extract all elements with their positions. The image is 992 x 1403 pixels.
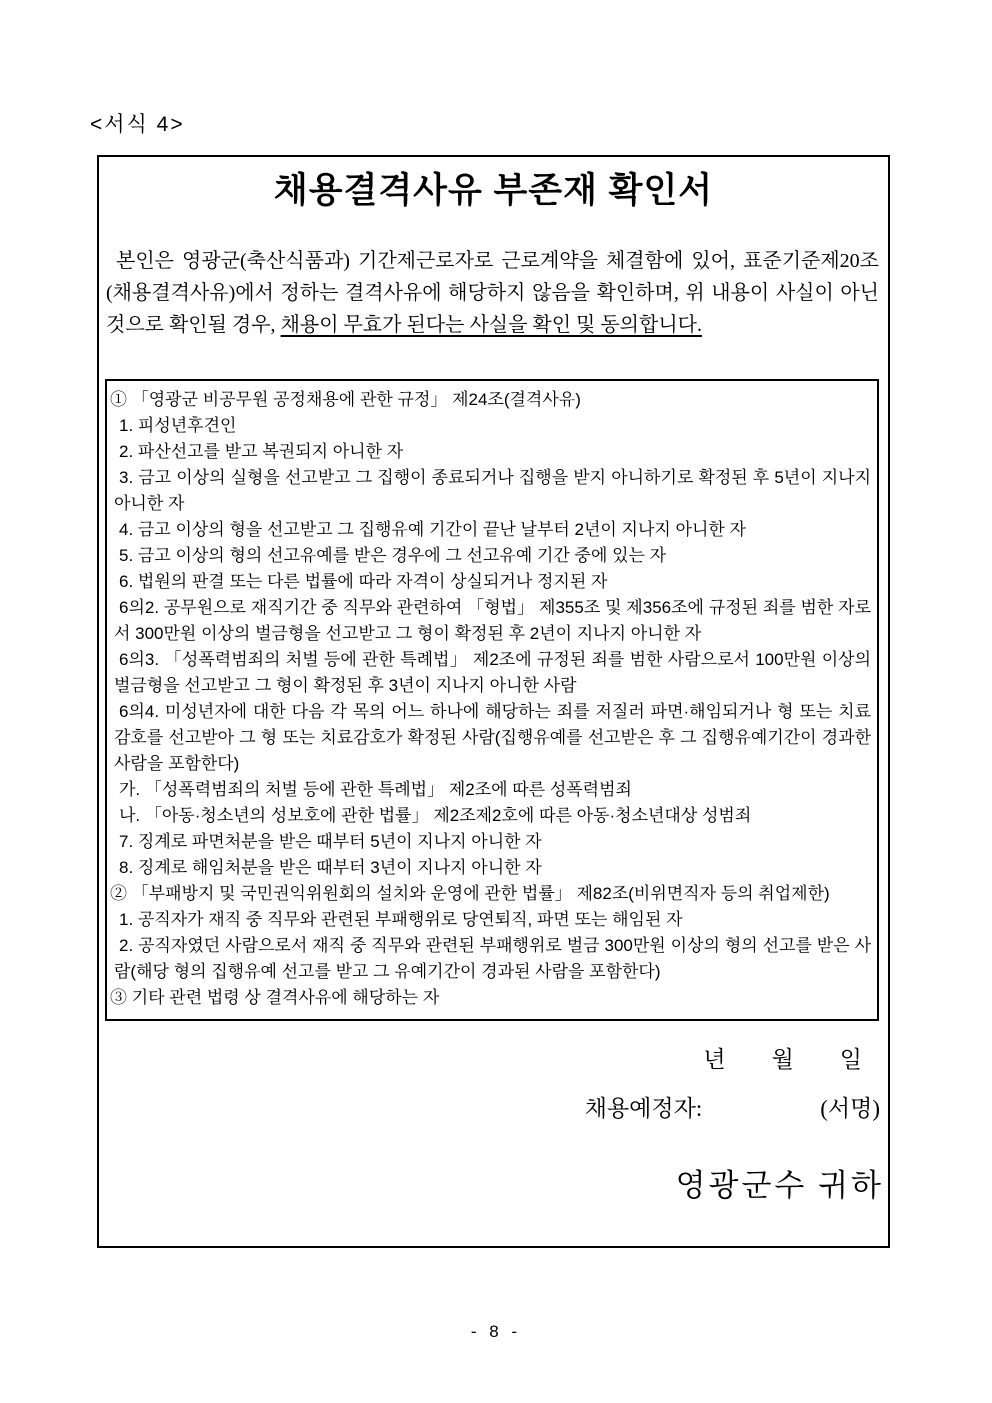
list-item: 나. 「아동·청소년의 성보호에 관한 법률」 제2조제2호에 따른 아동·청소년대상 성범죄: [119, 806, 752, 825]
date-line: [99, 1045, 888, 1075]
list-item: 3. 금고 이상의 실형을 선고받고 그 집행이 종료되거나 집행을 받지 아니하기로 확정된 후 5년이 지나지 아니한 자: [114, 468, 871, 513]
statement-underlined-text: 채용이 무효가 된다는 사실을 확인 및 동의합니다.: [280, 314, 702, 336]
list-item: 가. 「성폭력범죄의 처벌 등에 관한 특례법」 제2조에 따른 성폭력범죄: [119, 780, 632, 799]
list-item: ③ 기타 관련 법령 상 결격사유에 해당하는 자: [110, 988, 440, 1007]
disqualification-box: [105, 379, 879, 1021]
list-item: 5. 금고 이상의 형의 선고유예를 받은 경우에 그 선고유예 기간 중에 있는 자: [119, 546, 667, 565]
list-item: 2. 파산선고를 받고 복권되지 아니한 자: [119, 442, 404, 461]
disqualification-list: [110, 387, 871, 1011]
list-item: 1. 공직자가 재직 중 직무와 관련된 부패행위로 당연퇴직, 파면 또는 해임된 자: [119, 910, 683, 929]
list-item: 8. 징계로 해임처분을 받은 때부터 3년이 지나지 아니한 자: [119, 858, 542, 877]
list-item: 7. 징계로 파면처분을 받은 때부터 5년이 지나지 아니한 자: [119, 832, 542, 851]
confirmation-form-box: [97, 155, 890, 1248]
signer-label: 채용예정자:: [584, 1096, 703, 1121]
year-label: 년: [703, 1047, 726, 1072]
list-item: 4. 금고 이상의 형을 선고받고 그 집행유예 기간이 끝난 날부터 2년이 지나지 아니한 자: [119, 520, 746, 539]
list-item: 6의4. 미성년자에 대한 다음 각 목의 어느 하나에 해당하는 죄를 저질러 파면·해임되거나 형 또는 치료감호를 선고받아 그 형 또는 치료감호가 확정된 사람(집행유예를 선고받은 후 그 집행유예기간이 경과한 사람을 포함한다): [114, 702, 871, 773]
form-number-label: <서식 4>: [90, 113, 185, 136]
list-item: 2. 공직자였던 사람으로서 재직 중 직무와 관련된 부패행위로 벌금 300만원 이상의 형의 선고를 받은 사람(해당 형의 집행유예 선고를 받고 그 유예기간이 경과된 사람을 포함한다): [114, 936, 871, 981]
recipient-line: 영광군수 귀하: [675, 1168, 884, 1203]
list-item: ① 「영광군 비공무원 공정채용에 관한 규정」 제24조(결격사유): [110, 390, 581, 409]
month-label: 월: [771, 1047, 794, 1072]
day-label: 일: [839, 1047, 862, 1072]
document-title: 채용결격사유 부존재 확인서: [273, 171, 714, 210]
page-number: - 8 -: [470, 1322, 522, 1341]
statement-paragraph: [106, 245, 879, 341]
signature-hint: (서명): [820, 1096, 880, 1121]
list-item: 1. 피성년후견인: [119, 416, 237, 435]
list-item: 6의2. 공무원으로 재직기간 중 직무와 관련하여 「형법」 제355조 및 제356조에 규정된 죄를 범한 자로서 300만원 이상의 벌금형을 선고받고 그 형이 확정된 후 2년이 지나지 아니한 자: [114, 598, 871, 643]
list-item: 6의3. 「성폭력범죄의 처벌 등에 관한 특례법」 제2조에 규정된 죄를 범한 사람으로서 100만원 이상의 벌금형을 선고받고 그 형이 확정된 후 3년이 지나지 아니한 사람: [114, 650, 871, 695]
list-item: ② 「부패방지 및 국민권익위원회의 설치와 운영에 관한 법률」 제82조(비위면직자 등의 취업제한): [110, 884, 830, 903]
list-item: 6. 법원의 판결 또는 다른 법률에 따라 자격이 상실되거나 정지된 자: [119, 572, 608, 591]
signer-line: [99, 1093, 888, 1125]
statement-text: 본인은 영광군(축산식품과) 기간제근로자로 근로계약을 체결함에 있어, 표준기준제20조(채용결격사유)에서 정하는 결격사유에 해당하지 않음을 확인하며, 위 내용이 사실이 아닌 것으로 확인될 경우,: [106, 250, 879, 336]
